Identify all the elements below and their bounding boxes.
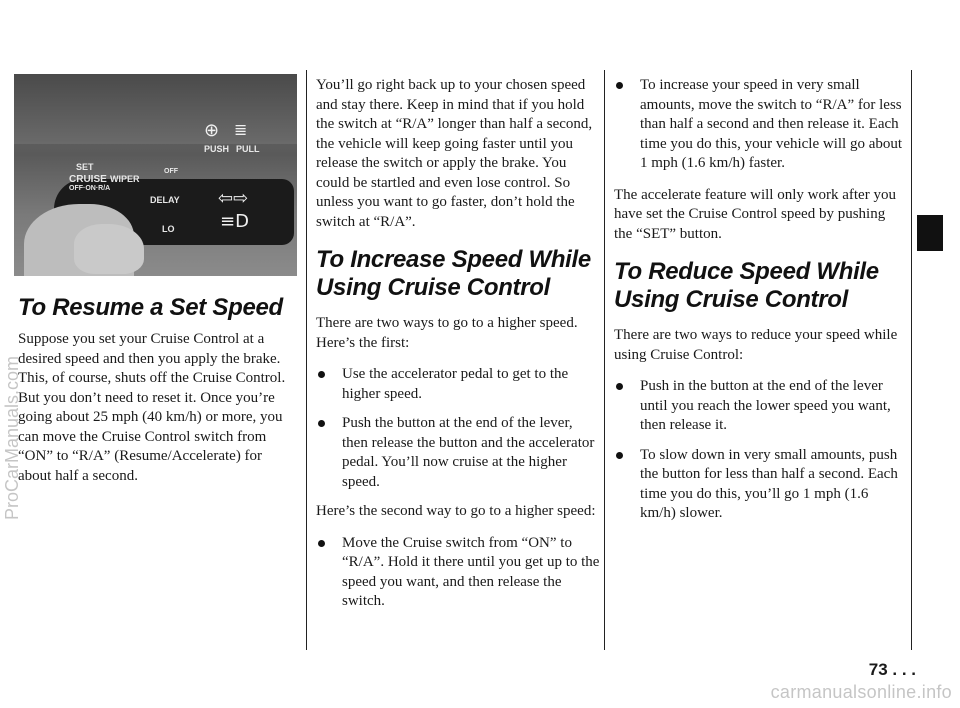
list-item — [614, 76, 904, 174]
thumb — [74, 224, 144, 274]
column-rule-3 — [911, 70, 912, 650]
column-rule-1 — [306, 70, 307, 650]
list-item-text: Move the Cruise switch from “ON” to “R/A”. Hold it there until you get up to the speed you want, and then release the switch. — [342, 534, 600, 609]
bullet-dot-icon — [318, 371, 325, 378]
paragraph-two-ways-reduce: There are two ways to reduce your speed while using Cruise Control: — [614, 327, 898, 363]
headlamp-icon: ≣ — [234, 120, 248, 139]
paragraph-second-way: Here’s the second way to go to a higher speed: — [316, 503, 596, 519]
small-increase-bullets — [614, 76, 904, 174]
column-rule-2 — [604, 70, 605, 650]
photo-label-cruise: CRUISE — [69, 174, 107, 185]
column-3 — [614, 76, 904, 534]
photo-label-off: OFF — [164, 168, 178, 175]
watermark: carmanualsonline.info — [770, 682, 952, 702]
list-item-text: Use the accelerator pedal to get to the higher speed. — [342, 366, 569, 402]
heading-increase-speed: To Increase Speed While Using Cruise Control — [316, 246, 591, 301]
heading-resume-set-speed: To Resume a Set Speed — [18, 294, 283, 321]
list-item — [614, 446, 904, 524]
column-1 — [18, 294, 298, 494]
reduce-bullets — [614, 377, 904, 524]
page-number: 73 . . . — [868, 660, 916, 679]
paragraph-accelerate-feature: The accelerate feature will only work after you have set the Cruise Control speed by pushing the “SET” button. — [614, 186, 896, 242]
bullet-dot-icon — [318, 420, 325, 427]
cruise-control-lever-photo — [14, 74, 297, 276]
column-2 — [316, 76, 600, 622]
paragraph-resume-continued: You’ll go right back up to your chosen speed and stay there. Keep in mind that if you hold the switch at “R/A” longer than half a second, the vehicle will keep going faster until you release the switch or apply the brake. You could be startled and even lose control. So unless you want to go faster, don’t hold the switch at “R/A”. — [316, 77, 593, 230]
dashboard-area — [14, 74, 297, 144]
list-item-text: Push in the button at the end of the lever until you reach the lower speed you want, then release it. — [640, 378, 891, 433]
increase-bullets-1 — [316, 365, 600, 492]
photo-label-push: PUSH — [204, 144, 230, 154]
list-item-text: To slow down in very small amounts, push the button for less than half a second. Each time you do this, you’ll go 1 mph (1.6 km/h) slower. — [640, 446, 898, 521]
side-watermark: ProCarManuals.com — [2, 355, 22, 520]
high-beam-icon: ≡D — [220, 211, 249, 232]
photo-label-lo: LO — [162, 224, 175, 234]
turn-signal-icon: ⇦⇨ — [218, 188, 249, 209]
photo-label-set: SET — [76, 162, 94, 172]
washer-icon: ⊕ — [204, 120, 220, 141]
bullet-dot-icon — [616, 452, 623, 459]
heading-reduce-speed: To Reduce Speed While Using Cruise Control — [614, 258, 879, 313]
paragraph-two-ways-higher: There are two ways to go to a higher speed. Here’s the first: — [316, 315, 578, 351]
list-item — [316, 365, 600, 404]
photo-label-pull: PULL — [236, 144, 260, 154]
list-item — [316, 414, 600, 492]
paragraph-resume: Suppose you set your Cruise Control at a desired speed and then you apply the brake. This, of course, shuts off the Cruise Control. But you don’t need to reset it. Once you’re going about 25 mph (40 km/h) or more, you can move the Cruise Control switch from “ON” to “R/A” (Resume/Accelerate) for about half a second. — [18, 331, 286, 484]
bullet-dot-icon — [318, 540, 325, 547]
photo-label-wiper: WIPER — [110, 174, 140, 184]
increase-bullets-2 — [316, 534, 600, 612]
photo-label-off-on-ra: OFF·ON·R/A — [69, 185, 111, 192]
list-item-text: To increase your speed in very small amounts, move the switch to “R/A” for less than half a second and then release it. Each time you do this, your vehicle will go about 1 mph (1.6 km/h) faster. — [640, 77, 903, 171]
list-item-text: Push the button at the end of the lever, then release the button and the accelerator pedal. You’ll now cruise at the higher speed. — [342, 415, 595, 490]
bullet-dot-icon — [616, 383, 623, 390]
list-item — [316, 534, 600, 612]
list-item — [614, 377, 904, 436]
bullet-dot-icon — [616, 82, 623, 89]
photo-label-delay: DELAY — [150, 195, 180, 205]
section-tab-marker — [917, 215, 943, 251]
